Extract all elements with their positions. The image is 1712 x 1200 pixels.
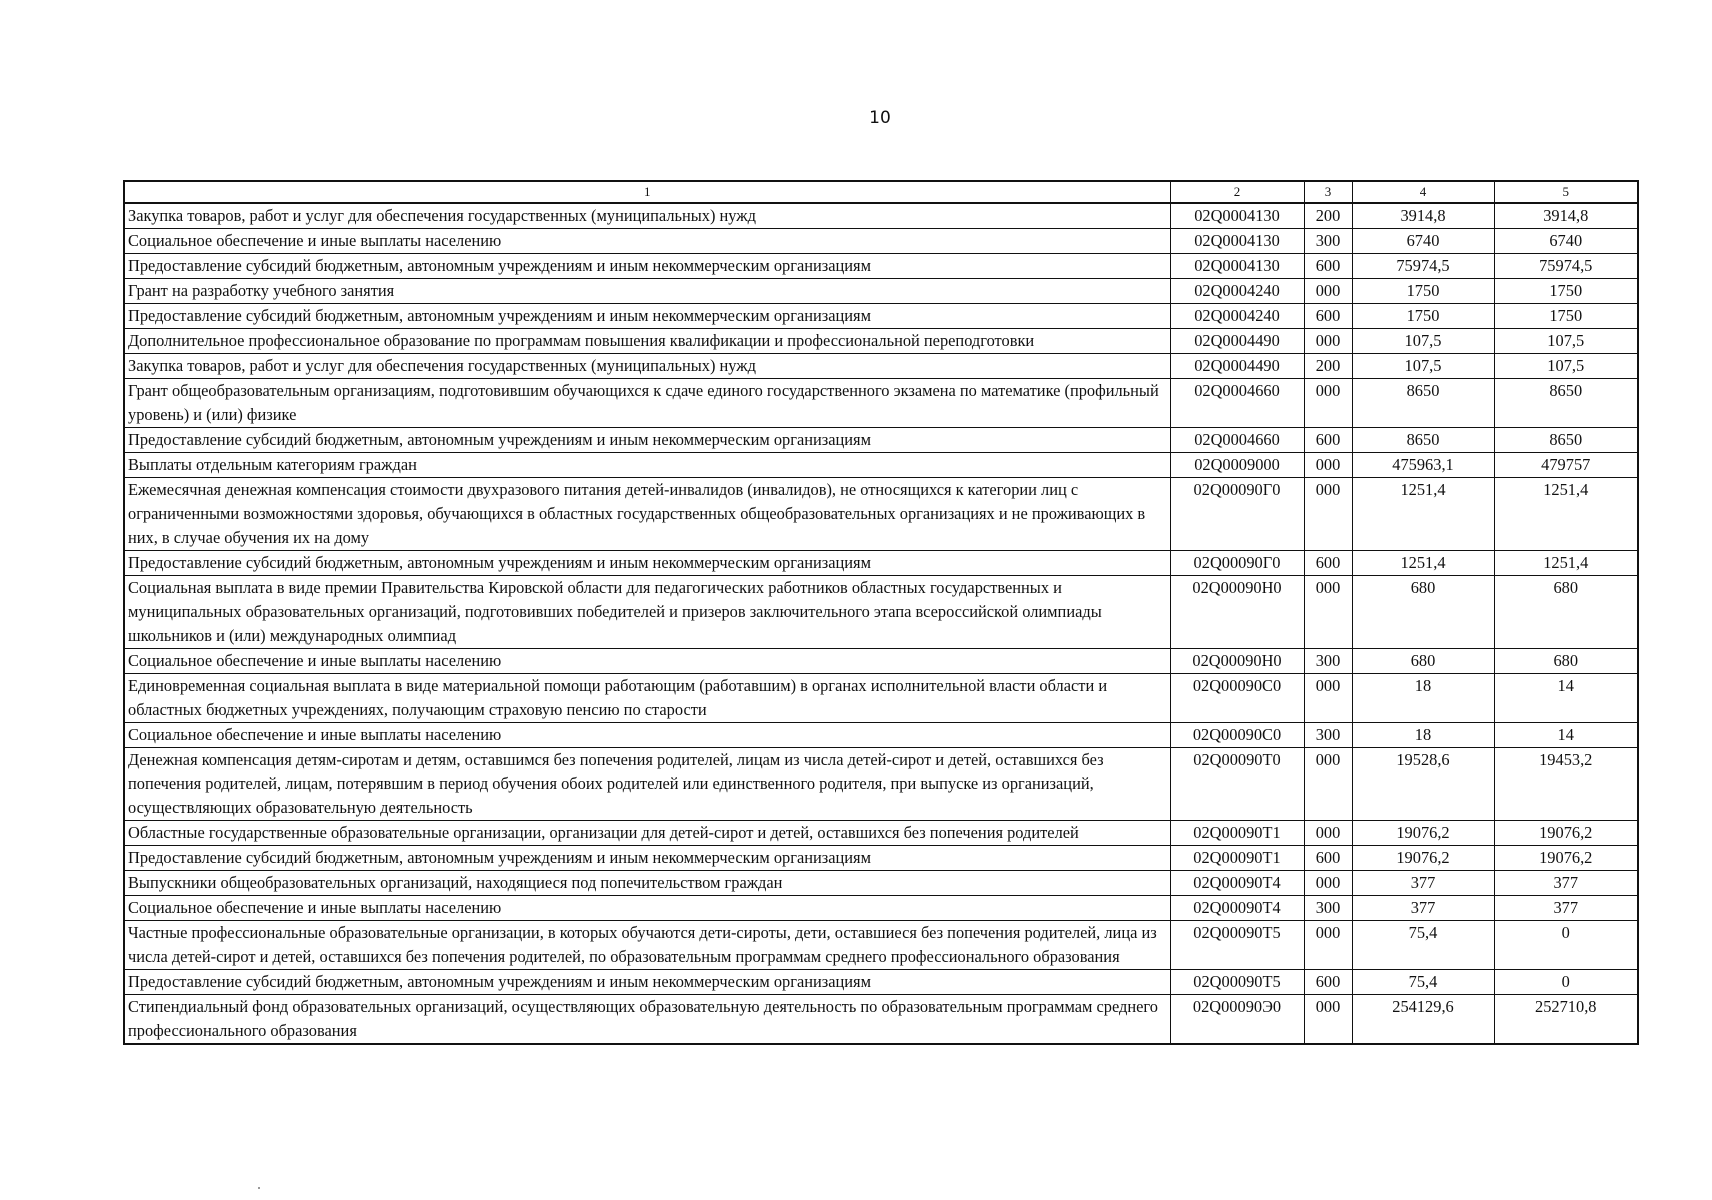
cell-name: Закупка товаров, работ и услуг для обеспечения государственных (муниципальных) нужд: [124, 354, 1170, 379]
cell-value-col5: 1251,4: [1494, 478, 1638, 551]
cell-value-col4: 1251,4: [1352, 551, 1494, 576]
cell-value-col5: 19076,2: [1494, 821, 1638, 846]
cell-value-col4: 1750: [1352, 304, 1494, 329]
table-row: [124, 846, 1638, 871]
cell-value-col5: 680: [1494, 576, 1638, 649]
cell-code: 02Q0004240: [1170, 304, 1304, 329]
cell-name: Предоставление субсидий бюджетным, автономным учреждениям и иным некоммерческим организациям: [124, 551, 1170, 576]
cell-value-col4: 107,5: [1352, 329, 1494, 354]
cell-expense-type: 000: [1304, 821, 1352, 846]
cell-value-col5: 75974,5: [1494, 254, 1638, 279]
cell-expense-type: 600: [1304, 551, 1352, 576]
cell-value-col5: 8650: [1494, 379, 1638, 428]
table-row: [124, 453, 1638, 478]
table-row: [124, 871, 1638, 896]
table-row: [124, 576, 1638, 649]
cell-value-col4: 6740: [1352, 229, 1494, 254]
cell-value-col5: 377: [1494, 896, 1638, 921]
scan-speck: [258, 1187, 260, 1189]
cell-name: Предоставление субсидий бюджетным, автономным учреждениям и иным некоммерческим организациям: [124, 970, 1170, 995]
table-body: [124, 203, 1638, 1044]
cell-value-col4: 1251,4: [1352, 478, 1494, 551]
cell-code: 02Q00090Т5: [1170, 970, 1304, 995]
cell-name: Предоставление субсидий бюджетным, автономным учреждениям и иным некоммерческим организациям: [124, 304, 1170, 329]
table-row: [124, 748, 1638, 821]
cell-value-col4: 680: [1352, 576, 1494, 649]
table-row: [124, 428, 1638, 453]
table-header-row: [124, 181, 1638, 203]
cell-code: 02Q0004130: [1170, 254, 1304, 279]
cell-name: Дополнительное профессиональное образование по программам повышения квалификации и профессиональной переподготовки: [124, 329, 1170, 354]
cell-expense-type: 600: [1304, 304, 1352, 329]
cell-value-col4: 377: [1352, 896, 1494, 921]
table-row: [124, 203, 1638, 229]
cell-value-col5: 6740: [1494, 229, 1638, 254]
cell-expense-type: 300: [1304, 649, 1352, 674]
column-header-5: 5: [1494, 181, 1638, 203]
cell-code: 02Q00090Г0: [1170, 478, 1304, 551]
cell-value-col5: 1750: [1494, 279, 1638, 304]
cell-name: Предоставление субсидий бюджетным, автономным учреждениям и иным некоммерческим организациям: [124, 846, 1170, 871]
cell-name: Закупка товаров, работ и услуг для обеспечения государственных (муниципальных) нужд: [124, 203, 1170, 229]
cell-expense-type: 000: [1304, 379, 1352, 428]
cell-name: Денежная компенсация детям-сиротам и детям, оставшимся без попечения родителей, лицам из числа детей-сирот и детей, оставшихся без попечения родителей, лицам, потерявшим в период обучения обоих родителей или единственного родителя, при выпуске из организаций, осуществляющих образовательную деятельность: [124, 748, 1170, 821]
cell-expense-type: 000: [1304, 453, 1352, 478]
cell-value-col4: 8650: [1352, 379, 1494, 428]
cell-value-col5: 0: [1494, 921, 1638, 970]
cell-code: 02Q0004130: [1170, 203, 1304, 229]
cell-code: 02Q00090Н0: [1170, 649, 1304, 674]
cell-expense-type: 000: [1304, 995, 1352, 1045]
cell-name: Социальное обеспечение и иные выплаты населению: [124, 649, 1170, 674]
column-header-2: 2: [1170, 181, 1304, 203]
cell-code: 02Q00090Т4: [1170, 896, 1304, 921]
cell-expense-type: 200: [1304, 354, 1352, 379]
cell-name: Выплаты отдельным категориям граждан: [124, 453, 1170, 478]
cell-value-col4: 18: [1352, 723, 1494, 748]
cell-code: 02Q00090С0: [1170, 674, 1304, 723]
table-row: [124, 970, 1638, 995]
cell-name: Частные профессиональные образовательные организации, в которых обучаются дети-сироты, дети, оставшиеся без попечения родителей, лица из числа детей-сирот и детей, оставшихся без попечения родителей, по образовательным программам среднего профессионального образования: [124, 921, 1170, 970]
cell-value-col4: 254129,6: [1352, 995, 1494, 1045]
cell-name: Областные государственные образовательные организации, организации для детей-сирот и детей, оставшихся без попечения родителей: [124, 821, 1170, 846]
cell-value-col4: 19528,6: [1352, 748, 1494, 821]
cell-value-col5: 252710,8: [1494, 995, 1638, 1045]
cell-name: Грант на разработку учебного занятия: [124, 279, 1170, 304]
cell-expense-type: 300: [1304, 896, 1352, 921]
table-row: [124, 896, 1638, 921]
cell-value-col4: 75,4: [1352, 970, 1494, 995]
cell-expense-type: 000: [1304, 674, 1352, 723]
cell-expense-type: 000: [1304, 576, 1352, 649]
cell-expense-type: 300: [1304, 229, 1352, 254]
table-row: [124, 279, 1638, 304]
cell-value-col4: 377: [1352, 871, 1494, 896]
cell-code: 02Q00090Т5: [1170, 921, 1304, 970]
cell-value-col4: 75,4: [1352, 921, 1494, 970]
column-header-4: 4: [1352, 181, 1494, 203]
table-row: [124, 329, 1638, 354]
cell-name: Ежемесячная денежная компенсация стоимости двухразового питания детей-инвалидов (инвалидов), не относящихся к категории лиц с ограниченными возможностями здоровья, обучающихся в областных государственных общеобразовательных организациях и не проживающих в них, в случае обучения их на дому: [124, 478, 1170, 551]
cell-value-col5: 1750: [1494, 304, 1638, 329]
cell-code: 02Q0004660: [1170, 428, 1304, 453]
cell-name: Выпускники общеобразовательных организаций, находящиеся под попечительством граждан: [124, 871, 1170, 896]
table-row: [124, 254, 1638, 279]
cell-code: 02Q0004130: [1170, 229, 1304, 254]
cell-expense-type: 000: [1304, 748, 1352, 821]
cell-name: Социальное обеспечение и иные выплаты населению: [124, 723, 1170, 748]
cell-value-col5: 3914,8: [1494, 203, 1638, 229]
table-row: [124, 821, 1638, 846]
cell-code: 02Q00090Э0: [1170, 995, 1304, 1045]
cell-expense-type: 300: [1304, 723, 1352, 748]
cell-code: 02Q00090С0: [1170, 723, 1304, 748]
cell-expense-type: 000: [1304, 478, 1352, 551]
table-row: [124, 229, 1638, 254]
cell-expense-type: 600: [1304, 846, 1352, 871]
cell-code: 02Q00090Т1: [1170, 846, 1304, 871]
cell-name: Социальное обеспечение и иные выплаты населению: [124, 896, 1170, 921]
cell-name: Предоставление субсидий бюджетным, автономным учреждениям и иным некоммерческим организациям: [124, 254, 1170, 279]
cell-value-col4: 18: [1352, 674, 1494, 723]
table-row: [124, 304, 1638, 329]
cell-code: 02Q00090Т4: [1170, 871, 1304, 896]
cell-name: Стипендиальный фонд образовательных организаций, осуществляющих образовательную деятельность по образовательным программам среднего профессионального образования: [124, 995, 1170, 1045]
cell-name: Предоставление субсидий бюджетным, автономным учреждениям и иным некоммерческим организациям: [124, 428, 1170, 453]
cell-expense-type: 000: [1304, 279, 1352, 304]
cell-value-col4: 107,5: [1352, 354, 1494, 379]
table-row: [124, 723, 1638, 748]
cell-name: Социальная выплата в виде премии Правительства Кировской области для педагогических работников областных государственных и муниципальных образовательных организаций, подготовивших победителей и призеров заключительного этапа всероссийской олимпиады школьников и (или) международных олимпиад: [124, 576, 1170, 649]
cell-value-col4: 19076,2: [1352, 821, 1494, 846]
cell-code: 02Q00090Н0: [1170, 576, 1304, 649]
cell-value-col4: 75974,5: [1352, 254, 1494, 279]
table-row: [124, 649, 1638, 674]
cell-code: 02Q0004240: [1170, 279, 1304, 304]
cell-value-col5: 19076,2: [1494, 846, 1638, 871]
cell-value-col4: 8650: [1352, 428, 1494, 453]
cell-code: 02Q00090Т0: [1170, 748, 1304, 821]
cell-value-col5: 479757: [1494, 453, 1638, 478]
table-row: [124, 995, 1638, 1045]
cell-value-col5: 14: [1494, 723, 1638, 748]
cell-code: 02Q0009000: [1170, 453, 1304, 478]
cell-expense-type: 600: [1304, 254, 1352, 279]
cell-value-col5: 8650: [1494, 428, 1638, 453]
cell-value-col4: 19076,2: [1352, 846, 1494, 871]
cell-value-col5: 14: [1494, 674, 1638, 723]
cell-value-col4: 680: [1352, 649, 1494, 674]
cell-name: Социальное обеспечение и иные выплаты населению: [124, 229, 1170, 254]
cell-value-col4: 3914,8: [1352, 203, 1494, 229]
column-header-1: 1: [124, 181, 1170, 203]
cell-code: 02Q00090Г0: [1170, 551, 1304, 576]
cell-value-col4: 475963,1: [1352, 453, 1494, 478]
cell-code: 02Q0004490: [1170, 354, 1304, 379]
cell-value-col5: 19453,2: [1494, 748, 1638, 821]
cell-expense-type: 600: [1304, 970, 1352, 995]
cell-value-col5: 0: [1494, 970, 1638, 995]
cell-expense-type: 600: [1304, 428, 1352, 453]
cell-code: 02Q0004490: [1170, 329, 1304, 354]
cell-code: 02Q0004660: [1170, 379, 1304, 428]
cell-expense-type: 000: [1304, 921, 1352, 970]
column-header-3: 3: [1304, 181, 1352, 203]
cell-name: Грант общеобразовательным организациям, подготовившим обучающихся к сдаче единого государственного экзамена по математике (профильный уровень) и (или) физике: [124, 379, 1170, 428]
table-row: [124, 354, 1638, 379]
table-row: [124, 921, 1638, 970]
table-row: [124, 551, 1638, 576]
budget-table: [123, 180, 1639, 1045]
cell-code: 02Q00090Т1: [1170, 821, 1304, 846]
cell-value-col5: 377: [1494, 871, 1638, 896]
page-number: 10: [869, 108, 891, 128]
cell-value-col4: 1750: [1352, 279, 1494, 304]
table-row: [124, 478, 1638, 551]
cell-value-col5: 107,5: [1494, 354, 1638, 379]
cell-value-col5: 107,5: [1494, 329, 1638, 354]
table-row: [124, 674, 1638, 723]
cell-value-col5: 1251,4: [1494, 551, 1638, 576]
table-row: [124, 379, 1638, 428]
cell-expense-type: 000: [1304, 329, 1352, 354]
cell-expense-type: 000: [1304, 871, 1352, 896]
cell-value-col5: 680: [1494, 649, 1638, 674]
cell-name: Единовременная социальная выплата в виде материальной помощи работающим (работавшим) в органах исполнительной власти области и областных бюджетных учреждениях, получающим страховую пенсию по старости: [124, 674, 1170, 723]
cell-expense-type: 200: [1304, 203, 1352, 229]
